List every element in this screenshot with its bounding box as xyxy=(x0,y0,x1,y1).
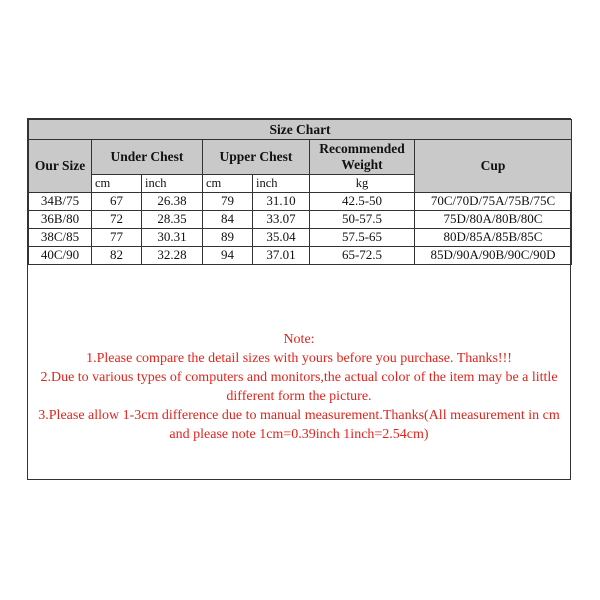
cell-cup: 70C/70D/75A/75B/75C xyxy=(415,193,572,211)
cell-size: 38C/85 xyxy=(29,229,92,247)
cell-size: 40C/90 xyxy=(29,247,92,265)
notes-section xyxy=(28,286,570,479)
cell-weight: 50-57.5 xyxy=(310,211,415,229)
unit-weight: kg xyxy=(310,175,415,193)
cell-under-inch: 32.28 xyxy=(142,247,203,265)
table-row xyxy=(29,247,572,265)
header-row xyxy=(29,140,572,175)
cell-cup: 80D/85A/85B/85C xyxy=(415,229,572,247)
cell-under-inch: 26.38 xyxy=(142,193,203,211)
unit-upper-cm: cm xyxy=(203,175,253,193)
size-chart-document xyxy=(27,118,571,480)
cell-under-inch: 28.35 xyxy=(142,211,203,229)
cell-weight: 42.5-50 xyxy=(310,193,415,211)
cell-under-inch: 30.31 xyxy=(142,229,203,247)
cell-upper-inch: 35.04 xyxy=(253,229,310,247)
cell-upper-inch: 33.07 xyxy=(253,211,310,229)
unit-upper-inch: inch xyxy=(253,175,310,193)
note-line-3: 3.Please allow 1-3cm difference due to manual measurement.Thanks(All measurement in cm and please note 1cm=0.39inch 1inch=2.54cm) xyxy=(38,408,560,442)
header-upper-chest: Upper Chest xyxy=(203,140,310,175)
cell-weight: 57.5-65 xyxy=(310,229,415,247)
cell-upper-cm: 94 xyxy=(203,247,253,265)
cell-upper-inch: 31.10 xyxy=(253,193,310,211)
cell-weight: 65-72.5 xyxy=(310,247,415,265)
cell-upper-cm: 79 xyxy=(203,193,253,211)
cell-under-cm: 67 xyxy=(92,193,142,211)
note-line-1: 1.Please compare the detail sizes with yours before you purchase. Thanks!!! xyxy=(86,351,512,366)
note-line-2: 2.Due to various types of computers and monitors,the actual color of the item may be a little different form the picture. xyxy=(40,370,558,404)
table-row xyxy=(29,211,572,229)
note-heading: Note: xyxy=(283,332,315,347)
cell-cup: 75D/80A/80B/80C xyxy=(415,211,572,229)
table-row xyxy=(29,193,572,211)
header-our-size: Our Size xyxy=(29,140,92,193)
cell-cup: 85D/90A/90B/90C/90D xyxy=(415,247,572,265)
table-row xyxy=(29,229,572,247)
cell-size: 34B/75 xyxy=(29,193,92,211)
size-chart-table xyxy=(28,119,572,265)
header-cup: Cup xyxy=(415,140,572,193)
unit-under-inch: inch xyxy=(142,175,203,193)
cell-under-cm: 77 xyxy=(92,229,142,247)
cell-upper-cm: 84 xyxy=(203,211,253,229)
cell-under-cm: 72 xyxy=(92,211,142,229)
title-row xyxy=(29,120,572,140)
header-recommended-weight: Recommended Weight xyxy=(310,140,415,175)
unit-under-cm: cm xyxy=(92,175,142,193)
cell-upper-inch: 37.01 xyxy=(253,247,310,265)
cell-upper-cm: 89 xyxy=(203,229,253,247)
cell-under-cm: 82 xyxy=(92,247,142,265)
cell-size: 36B/80 xyxy=(29,211,92,229)
chart-title: Size Chart xyxy=(29,120,572,140)
header-under-chest: Under Chest xyxy=(92,140,203,175)
